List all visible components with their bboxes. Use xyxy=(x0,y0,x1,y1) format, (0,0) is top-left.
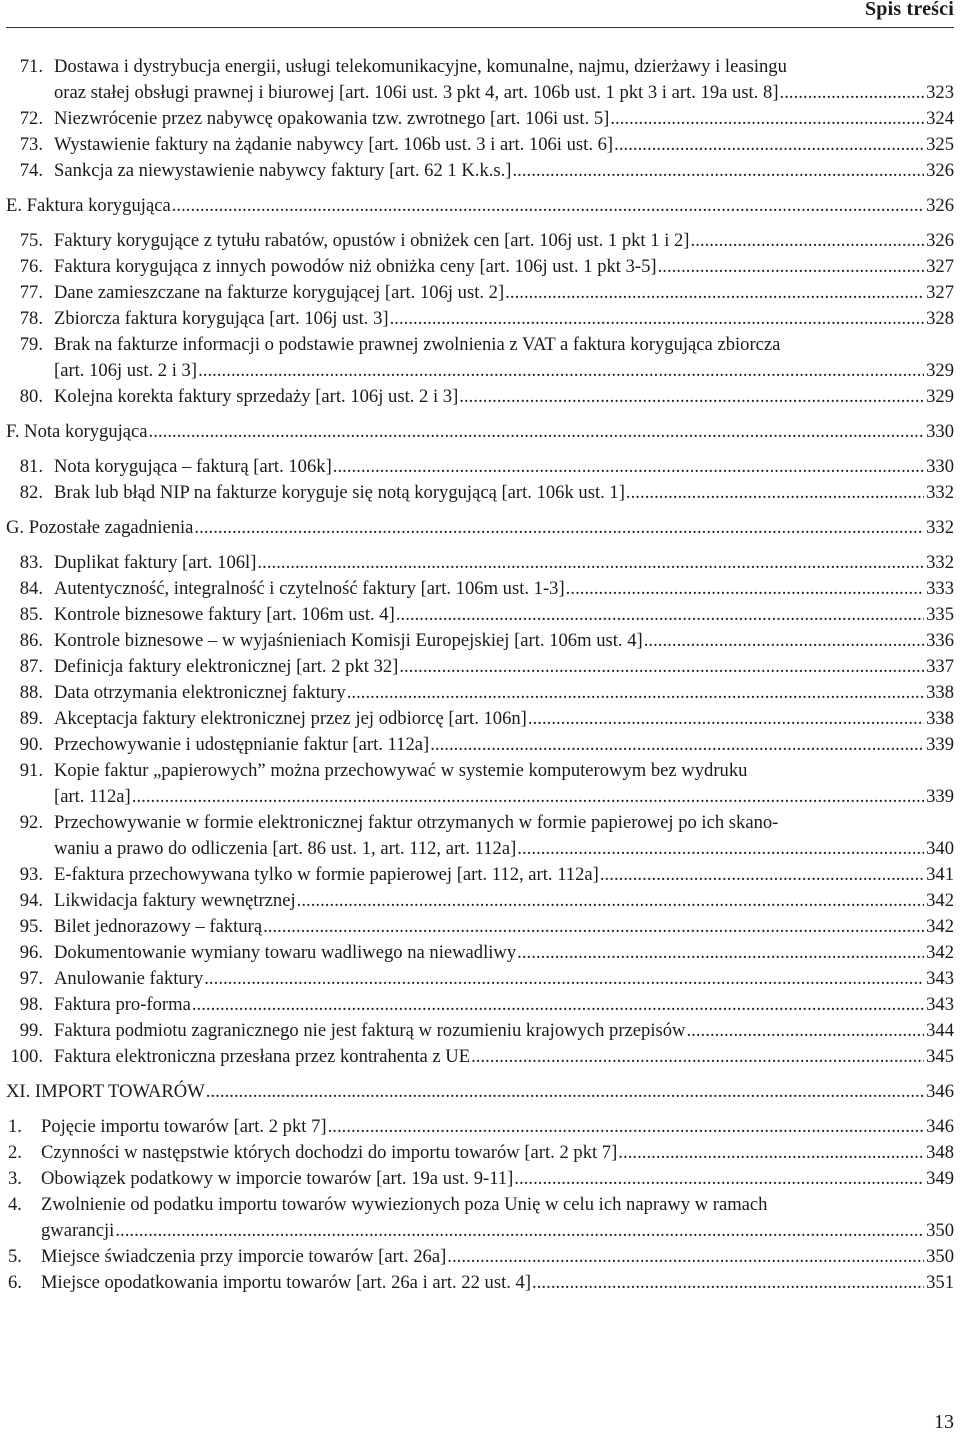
toc-entry-line xyxy=(54,480,954,506)
dot-leader xyxy=(566,576,924,602)
toc-entry-number: 73. xyxy=(19,134,43,155)
toc-entry-number: 95. xyxy=(19,916,43,937)
toc-entry-line xyxy=(41,1114,954,1140)
toc-entry-page: 342 xyxy=(926,890,954,911)
toc-entry-number: 6. xyxy=(8,1272,22,1293)
toc-entry-body xyxy=(54,628,954,654)
toc-entry-body xyxy=(54,454,954,480)
toc-entry-number: 91. xyxy=(19,760,43,781)
toc-entry-title: Czynności w następstwie których dochodzi do importu towarów [art. 2 pkt 7] xyxy=(41,1142,618,1163)
dot-leader xyxy=(691,228,925,254)
toc-entry-page: 340 xyxy=(926,838,954,859)
dot-leader xyxy=(390,306,925,332)
toc-entry-number: 82. xyxy=(19,482,43,503)
toc-entry-title: Faktury korygujące z tytułu rabatów, opustów i obniżek cen [art. 106j ust. 1 pkt 1 i 2] xyxy=(54,230,690,251)
toc-entry-page: 335 xyxy=(926,604,954,625)
toc-entry-line xyxy=(54,680,954,706)
toc-entry-line xyxy=(54,454,954,480)
dot-leader xyxy=(626,480,924,506)
toc-entry-page: 329 xyxy=(926,360,954,381)
toc-entry-body xyxy=(54,54,954,106)
toc-entry-line xyxy=(54,106,954,132)
toc-entry[interactable] xyxy=(0,1244,960,1270)
dot-leader xyxy=(512,158,924,184)
dot-leader xyxy=(600,862,924,888)
dot-leader xyxy=(528,706,924,732)
dot-leader xyxy=(447,1244,924,1270)
toc-entry[interactable] xyxy=(0,384,960,410)
toc-entry-body xyxy=(54,280,954,306)
dot-leader xyxy=(517,836,924,862)
toc-entry[interactable] xyxy=(0,914,960,940)
toc-entry-page: 326 xyxy=(926,230,954,251)
toc-entry-page: 332 xyxy=(926,482,954,503)
toc-entry-title: Sankcja za niewystawienie nabywcy faktury [art. 62 1 K.k.s.] xyxy=(54,160,512,181)
toc-entry-line xyxy=(54,576,954,602)
header-title: Spis treści xyxy=(864,0,954,20)
toc-entry-title: Miejsce opodatkowania importu towarów [art. 26a i art. 22 ust. 4] xyxy=(41,1272,532,1293)
toc-entry-title-line: Kopie faktur „papierowych” można przechowywać w systemie komputerowym bez wydruku xyxy=(54,760,748,781)
toc-entry-page: 343 xyxy=(926,968,954,989)
dot-leader xyxy=(610,106,924,132)
dot-leader xyxy=(686,1018,924,1044)
running-header xyxy=(0,0,960,30)
toc-entry-body xyxy=(54,1018,954,1044)
toc-entry[interactable] xyxy=(0,810,960,862)
toc-entry-title: Pojęcie importu towarów [art. 2 pkt 7] xyxy=(41,1116,327,1137)
toc-entry-number: 97. xyxy=(19,968,43,989)
toc-entry-body xyxy=(54,1044,954,1070)
toc-entry-title-line: Zwolnienie od podatku importu towarów wywiezionych poza Unię w celu ich naprawy w ramach xyxy=(41,1194,768,1215)
dot-leader xyxy=(132,784,924,810)
toc-entry-body xyxy=(54,966,954,992)
toc-entry-body xyxy=(54,254,954,280)
toc-entry-line xyxy=(54,628,954,654)
toc-entry-number: 90. xyxy=(19,734,43,755)
toc-entry-body xyxy=(54,706,954,732)
toc-entry-number: 83. xyxy=(19,552,43,573)
toc-entry-body xyxy=(41,1166,954,1192)
toc-entry-page: 344 xyxy=(926,1020,954,1041)
toc-entry-body xyxy=(6,1079,954,1105)
toc-entry-line xyxy=(54,132,954,158)
toc-entry-title: Anulowanie faktury xyxy=(54,968,204,989)
toc-entry-body xyxy=(54,888,954,914)
toc-entry-number: 75. xyxy=(19,230,43,251)
toc-entry-title: Bilet jednorazowy – fakturą xyxy=(54,916,263,937)
toc-entry-line xyxy=(54,602,954,628)
toc-entry-number: 99. xyxy=(19,1020,43,1041)
toc-entry-line xyxy=(54,888,954,914)
dot-leader xyxy=(780,80,925,106)
dot-leader xyxy=(297,888,924,914)
toc-entry-line xyxy=(54,654,954,680)
dot-leader xyxy=(471,1044,924,1070)
toc-entry-body xyxy=(54,228,954,254)
toc-entry[interactable] xyxy=(0,628,960,654)
toc-entry-line xyxy=(54,158,954,184)
toc-entry-title: Autentyczność, integralność i czytelność faktury [art. 106m ust. 1-3] xyxy=(54,578,565,599)
toc-entry-line xyxy=(41,1244,954,1270)
toc-entry-body xyxy=(41,1192,954,1244)
toc-entry-page: 338 xyxy=(926,682,954,703)
toc-entry-title: Akceptacja faktury elektronicznej przez jej odbiorcę [art. 106n] xyxy=(54,708,527,729)
toc-entry-page: 336 xyxy=(926,630,954,651)
toc-entry-page: 350 xyxy=(926,1246,954,1267)
toc-entry-number: 78. xyxy=(19,308,43,329)
toc-entry-title: F. Nota korygująca xyxy=(6,421,148,442)
toc-entry-line xyxy=(54,992,954,1018)
toc-entry-number: 79. xyxy=(19,334,43,355)
toc-entry-page: 328 xyxy=(926,308,954,329)
toc-entry-number: 84. xyxy=(19,578,43,599)
dot-leader xyxy=(658,254,925,280)
toc-entry-title: [art. 112a] xyxy=(54,786,131,807)
toc-entry-title: Kolejna korekta faktury sprzedaży [art. 106j ust. 2 i 3] xyxy=(54,386,459,407)
toc-entry-title: Obowiązek podatkowy w imporcie towarów [art. 19a ust. 9-11] xyxy=(41,1168,514,1189)
toc-entry-page: 341 xyxy=(926,864,954,885)
toc-entry-body xyxy=(41,1114,954,1140)
toc-entry-page: 325 xyxy=(926,134,954,155)
toc-entry-page: 332 xyxy=(926,517,954,538)
toc-entry-number: 72. xyxy=(19,108,43,129)
toc-entry[interactable] xyxy=(0,862,960,888)
toc-entry-page: 342 xyxy=(926,942,954,963)
toc-entry[interactable] xyxy=(0,1044,960,1070)
toc-entry-page: 327 xyxy=(926,282,954,303)
toc-entry-title: Dokumentowanie wymiany towaru wadliwego na niewadliwy xyxy=(54,942,517,963)
toc-entry-page: 350 xyxy=(926,1220,954,1241)
toc-entry-line xyxy=(54,1018,954,1044)
toc-entry[interactable] xyxy=(0,158,960,184)
toc-entry-body xyxy=(54,332,954,384)
toc-entry-body xyxy=(54,132,954,158)
toc-entry[interactable] xyxy=(0,550,960,576)
toc-entry-line xyxy=(6,193,954,219)
toc-entry[interactable] xyxy=(0,732,960,758)
toc-entry[interactable] xyxy=(0,758,960,810)
toc-entry-title: Dane zamieszczane na fakturze korygującej [art. 106j ust. 2] xyxy=(54,282,505,303)
dot-leader xyxy=(206,1079,924,1105)
dot-leader xyxy=(198,358,924,384)
toc-entry-line xyxy=(54,706,954,732)
dot-leader xyxy=(505,280,924,306)
toc-entry-title-line: Przechowywanie w formie elektronicznej faktur otrzymanych w formie papierowej po ich skano- xyxy=(54,812,779,833)
toc-entry-page: 345 xyxy=(926,1046,954,1067)
toc-entry[interactable] xyxy=(0,480,960,506)
toc-entry-page: 324 xyxy=(926,108,954,129)
toc-entry-number: 4. xyxy=(8,1194,22,1215)
toc-entry-line xyxy=(41,1270,954,1296)
toc-entry-body xyxy=(6,419,954,445)
toc-entry[interactable] xyxy=(0,280,960,306)
toc-entry-line xyxy=(54,732,954,758)
toc-entry-title: Faktura pro-forma xyxy=(54,994,191,1015)
toc-entry-title: Faktura podmiotu zagranicznego nie jest fakturą w rozumieniu krajowych przepisów xyxy=(54,1020,686,1041)
toc-entry-title: Kontrole biznesowe – w wyjaśnieniach Komisji Europejskiej [art. 106m ust. 4] xyxy=(54,630,643,651)
toc-entry-body xyxy=(6,515,954,541)
toc-entry-body xyxy=(54,732,954,758)
toc-entry-body xyxy=(54,680,954,706)
toc-entry-line xyxy=(41,1218,954,1244)
toc-entry-line xyxy=(54,940,954,966)
dot-leader xyxy=(194,515,924,541)
toc-section-heading[interactable] xyxy=(0,1079,960,1105)
dot-leader xyxy=(399,654,924,680)
toc-entry[interactable] xyxy=(0,602,960,628)
toc-entry-title: Przechowywanie i udostępnianie faktur [art. 112a] xyxy=(54,734,430,755)
toc-section-heading[interactable] xyxy=(0,419,960,445)
toc-entry-body xyxy=(54,602,954,628)
toc-entry[interactable] xyxy=(0,332,960,384)
dot-leader xyxy=(115,1218,924,1244)
toc-entry-body xyxy=(41,1270,954,1296)
toc-entry-body xyxy=(6,193,954,219)
toc-entry-number: 88. xyxy=(19,682,43,703)
toc-entry-page: 349 xyxy=(926,1168,954,1189)
toc-entry-page: 333 xyxy=(926,578,954,599)
toc-entry-body xyxy=(54,158,954,184)
toc-entry-line xyxy=(54,1044,954,1070)
toc-entry-line xyxy=(54,306,954,332)
toc-entry[interactable] xyxy=(0,1192,960,1244)
toc-entry[interactable] xyxy=(0,1166,960,1192)
toc-entry[interactable] xyxy=(0,1270,960,1296)
toc-entry-page: 343 xyxy=(926,994,954,1015)
toc-entry-number: 71. xyxy=(19,56,43,77)
dot-leader xyxy=(618,1140,924,1166)
toc-entry-number: 93. xyxy=(19,864,43,885)
page-number: 13 xyxy=(934,1411,954,1433)
toc-entry-title: Kontrole biznesowe faktury [art. 106m ust. 4] xyxy=(54,604,395,625)
toc-entry-title: [art. 106j ust. 2 i 3] xyxy=(54,360,198,381)
toc-entry[interactable] xyxy=(0,706,960,732)
toc-entry-line xyxy=(6,515,954,541)
toc-entry[interactable] xyxy=(0,228,960,254)
toc-entry-line xyxy=(54,862,954,888)
toc-entry-number: 85. xyxy=(19,604,43,625)
toc-entry-line xyxy=(54,254,954,280)
dot-leader xyxy=(347,680,924,706)
toc-entry-body xyxy=(54,810,954,862)
toc-entry-title: Faktura elektroniczna przesłana przez kontrahenta z UE xyxy=(54,1046,471,1067)
dot-leader xyxy=(514,1166,924,1192)
toc-entry[interactable] xyxy=(0,454,960,480)
toc-entry-page: 351 xyxy=(926,1272,954,1293)
toc-entry-line xyxy=(54,966,954,992)
toc-entry-title: waniu a prawo do odliczenia [art. 86 ust. 1, art. 112, art. 112a] xyxy=(54,838,517,859)
dot-leader xyxy=(263,914,924,940)
toc-entry-line xyxy=(6,1079,954,1105)
toc-section-heading[interactable] xyxy=(0,193,960,219)
toc-entry-body xyxy=(54,384,954,410)
toc-entry-title: Data otrzymania elektronicznej faktury xyxy=(54,682,346,703)
toc-entry-body xyxy=(41,1244,954,1270)
toc-entry[interactable] xyxy=(0,680,960,706)
toc-entry-title: Zbiorcza faktura korygująca [art. 106j ust. 3] xyxy=(54,308,389,329)
toc-entry-number: 86. xyxy=(19,630,43,651)
toc-entry-title-line: Brak na fakturze informacji o podstawie prawnej zwolnienia z VAT a faktura korygująca zbiorcza xyxy=(54,334,781,355)
toc-entry-title: Nota korygująca – fakturą [art. 106k] xyxy=(54,456,332,477)
toc-entry[interactable] xyxy=(0,1114,960,1140)
toc-entry-title-line: Dostawa i dystrybucja energii, usługi telekomunikacyjne, komunalne, najmu, dzierżawy i leasingu xyxy=(54,56,787,77)
toc-entry[interactable] xyxy=(0,254,960,280)
toc-entry-page: 346 xyxy=(926,1116,954,1137)
toc-entry-page: 332 xyxy=(926,552,954,573)
toc-entry-line xyxy=(54,358,954,384)
toc-entry-line xyxy=(54,550,954,576)
toc-entry-line xyxy=(41,1140,954,1166)
dot-leader xyxy=(172,193,924,219)
toc-entry-page: 327 xyxy=(926,256,954,277)
toc-entry-page: 330 xyxy=(926,456,954,477)
toc-entry-number: 77. xyxy=(19,282,43,303)
toc-entry-number: 87. xyxy=(19,656,43,677)
dot-leader xyxy=(149,419,925,445)
toc-entry-line xyxy=(54,836,954,862)
toc-entry-number: 1. xyxy=(8,1116,22,1137)
dot-leader xyxy=(430,732,924,758)
toc-entry[interactable] xyxy=(0,306,960,332)
toc-entry-title: Duplikat faktury [art. 106l] xyxy=(54,552,257,573)
toc-entry[interactable] xyxy=(0,1018,960,1044)
toc-entry-number: 94. xyxy=(19,890,43,911)
toc-entry-body xyxy=(54,914,954,940)
toc-entry-page: 339 xyxy=(926,786,954,807)
toc-entry-title: Definicja faktury elektronicznej [art. 2 pkt 32] xyxy=(54,656,399,677)
toc-entry-body xyxy=(54,654,954,680)
toc-entry-title: gwarancji xyxy=(41,1220,115,1241)
toc-entry-title: Miejsce świadczenia przy imporcie towarów [art. 26a] xyxy=(41,1246,447,1267)
toc-entry-line xyxy=(54,228,954,254)
toc-entry-number: 92. xyxy=(19,812,43,833)
dot-leader xyxy=(204,966,924,992)
dot-leader xyxy=(396,602,924,628)
toc-entry-line xyxy=(54,280,954,306)
dot-leader xyxy=(644,628,924,654)
toc-entry-body xyxy=(54,106,954,132)
toc-entry-page: 342 xyxy=(926,916,954,937)
toc-entry[interactable] xyxy=(0,940,960,966)
toc-entry[interactable] xyxy=(0,576,960,602)
toc-entry-page: 348 xyxy=(926,1142,954,1163)
toc-entry-body xyxy=(54,992,954,1018)
dot-leader xyxy=(459,384,924,410)
toc-entry-number: 2. xyxy=(8,1142,22,1163)
toc-entry-body xyxy=(54,862,954,888)
toc-entry-number: 81. xyxy=(19,456,43,477)
toc-entry-line xyxy=(54,384,954,410)
dot-leader xyxy=(257,550,924,576)
toc-entry-page: 329 xyxy=(926,386,954,407)
toc-entry[interactable] xyxy=(0,654,960,680)
toc-entry-number: 89. xyxy=(19,708,43,729)
header-rule xyxy=(6,27,954,28)
toc-entry-line xyxy=(54,80,954,106)
toc-entry[interactable] xyxy=(0,1140,960,1166)
dot-leader xyxy=(614,132,924,158)
toc-entry-line xyxy=(54,784,954,810)
toc-entry-page: 326 xyxy=(926,160,954,181)
toc-entry-body xyxy=(54,758,954,810)
toc-entry-page: 323 xyxy=(926,82,954,103)
toc-entry-title: oraz stałej obsługi prawnej i biurowej [art. 106i ust. 3 pkt 4, art. 106b ust. 1 pkt 3 i art. 19a ust. 8] xyxy=(54,82,779,103)
dot-leader xyxy=(517,940,924,966)
toc-entry-body xyxy=(54,306,954,332)
toc-entry-title: Likwidacja faktury wewnętrznej xyxy=(54,890,296,911)
toc-entry-number: 80. xyxy=(19,386,43,407)
toc-entry-body xyxy=(41,1140,954,1166)
dot-leader xyxy=(333,454,924,480)
toc-entry-number: 3. xyxy=(8,1168,22,1189)
toc-entry-page: 346 xyxy=(926,1081,954,1102)
toc-entry-title: E. Faktura korygująca xyxy=(6,195,171,216)
toc-entry-title: Niezwrócenie przez nabywcę opakowania tzw. zwrotnego [art. 106i ust. 5] xyxy=(54,108,610,129)
toc-entry-number: 100. xyxy=(10,1046,43,1067)
toc-entry-title: Brak lub błąd NIP na fakturze koryguje się notą korygującą [art. 106k ust. 1] xyxy=(54,482,625,503)
table-of-contents xyxy=(0,54,960,1296)
toc-entry-page: 339 xyxy=(926,734,954,755)
toc-entry-title: G. Pozostałe zagadnienia xyxy=(6,517,194,538)
toc-section-heading[interactable] xyxy=(0,515,960,541)
toc-entry-body xyxy=(54,480,954,506)
toc-entry-title: Faktura korygująca z innych powodów niż obniżka ceny [art. 106j ust. 1 pkt 3-5] xyxy=(54,256,657,277)
toc-entry-body xyxy=(54,940,954,966)
dot-leader xyxy=(532,1270,924,1296)
toc-entry-page: 337 xyxy=(926,656,954,677)
toc-entry-line xyxy=(6,419,954,445)
toc-entry[interactable] xyxy=(0,132,960,158)
toc-entry-number: 76. xyxy=(19,256,43,277)
toc-entry-page: 338 xyxy=(926,708,954,729)
toc-entry[interactable] xyxy=(0,54,960,106)
toc-entry-title: XI. IMPORT TOWARÓW xyxy=(6,1081,205,1102)
toc-entry[interactable] xyxy=(0,992,960,1018)
toc-entry-page: 326 xyxy=(926,195,954,216)
toc-entry-body xyxy=(54,550,954,576)
toc-entry-title: Wystawienie faktury na żądanie nabywcy [art. 106b ust. 3 i art. 106i ust. 6] xyxy=(54,134,614,155)
toc-entry[interactable] xyxy=(0,888,960,914)
toc-entry-number: 98. xyxy=(19,994,43,1015)
toc-entry-number: 5. xyxy=(8,1246,22,1267)
dot-leader xyxy=(192,992,924,1018)
toc-entry-number: 74. xyxy=(19,160,43,181)
toc-entry-line xyxy=(41,1166,954,1192)
toc-entry-line xyxy=(54,914,954,940)
dot-leader xyxy=(328,1114,925,1140)
toc-entry[interactable] xyxy=(0,966,960,992)
toc-entry-title: E-faktura przechowywana tylko w formie papierowej [art. 112, art. 112a] xyxy=(54,864,599,885)
toc-entry-number: 96. xyxy=(19,942,43,963)
toc-entry-page: 330 xyxy=(926,421,954,442)
toc-entry-body xyxy=(54,576,954,602)
toc-entry[interactable] xyxy=(0,106,960,132)
